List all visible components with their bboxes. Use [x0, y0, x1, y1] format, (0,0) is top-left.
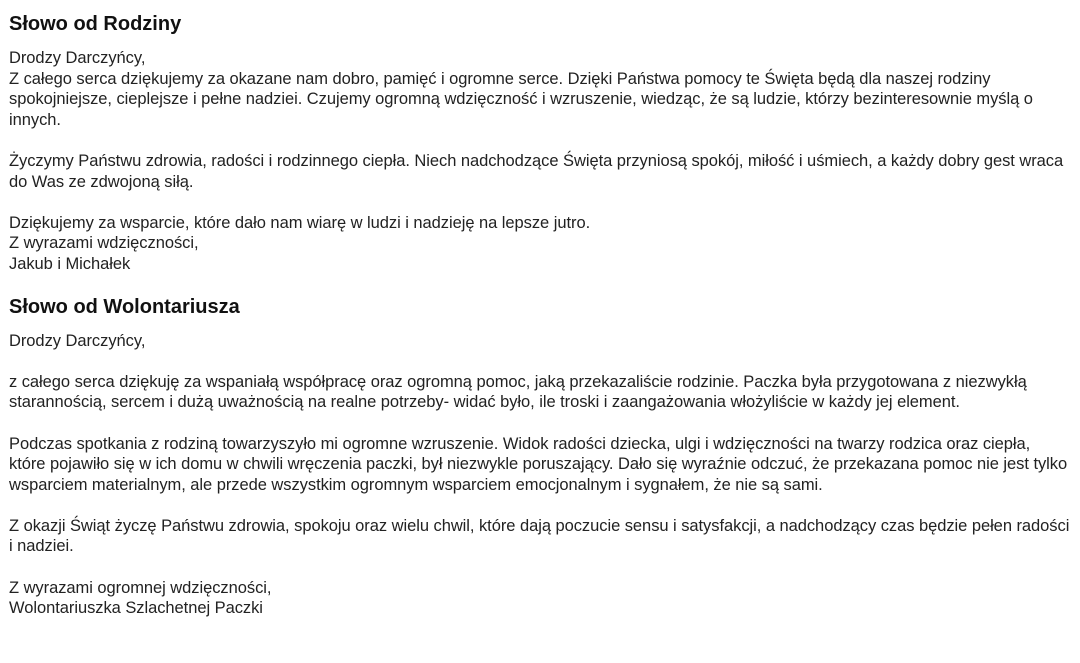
- family-regards: Z wyrazami wdzięczności,: [9, 234, 199, 253]
- volunteer-signature: Wolontariuszka Szlachetnej Paczki: [9, 599, 263, 618]
- volunteer-greeting: Drodzy Darczyńcy,: [9, 331, 146, 350]
- volunteer-letter-heading: Słowo od Wolontariusza: [9, 295, 240, 318]
- volunteer-regards: Z wyrazami ogromnej wdzięczności,: [9, 578, 272, 597]
- volunteer-letter: [9, 295, 1071, 619]
- family-paragraph-2: Życzymy Państwu zdrowia, radości i rodzinnego ciepła. Niech nadchodzące Święta przyniosą spokój, miłość i uśmiech, a każdy dobry gest wraca do Was ze zdwojoną siłą.: [9, 151, 1064, 191]
- family-greeting: Drodzy Darczyńcy,: [9, 49, 146, 67]
- family-paragraph-1: Z całego serca dziękujemy za okazane nam dobro, pamięć i ogromne serce. Dzięki Państwa pomocy te Święta będą dla naszej rodziny spokojniejsze, cieplejsze i pełne nadziei. Czujemy ogromną wdzięczność i wzruszenie, wiedząc, że są ludzie, którzy bezinteresownie myślą o innych.: [9, 69, 1033, 129]
- volunteer-paragraph-3: Z okazji Świąt życzę Państwu zdrowia, spokoju oraz wielu chwil, które dają poczucie sensu i satysfakcji, a nadchodzący czas będzie pełen radości i nadziei.: [9, 516, 1070, 556]
- family-letter: [9, 12, 1071, 275]
- volunteer-paragraph-2: Podczas spotkania z rodziną towarzyszyło mi ogromne wzruszenie. Widok radości dziecka, ulgi i wdzięczności na twarzy rodzica oraz ciepła, które pojawiło się w ich domu w chwili wręczenia paczki, był niezwykle poruszający. Dało się wyraźnie odczuć, że przekazana pomoc nie jest tylko wsparciem materialnym, ale przede wszystkim ogromnym wsparciem emocjonalnym i sygnałem, że nie są sami.: [9, 434, 1068, 494]
- volunteer-closing-block: [9, 578, 1071, 619]
- family-closing-line: Dziękujemy za wsparcie, które dało nam wiarę w ludzi i nadzieję na lepsze jutro.: [9, 213, 591, 232]
- family-letter-heading: Słowo od Rodziny: [9, 13, 182, 35]
- family-closing-block: [9, 213, 1071, 275]
- family-signature: Jakub i Michałek: [9, 254, 131, 273]
- volunteer-paragraph-1: z całego serca dziękuję za wspaniałą współpracę oraz ogromną pomoc, jaką przekazaliście rodzinie. Paczka była przygotowana z niezwykłą starannością, sercem i dużą uważnością na realne potrzeby- widać było, ile troski i zaangażowania włożyliście w każdy jej element.: [9, 372, 1027, 412]
